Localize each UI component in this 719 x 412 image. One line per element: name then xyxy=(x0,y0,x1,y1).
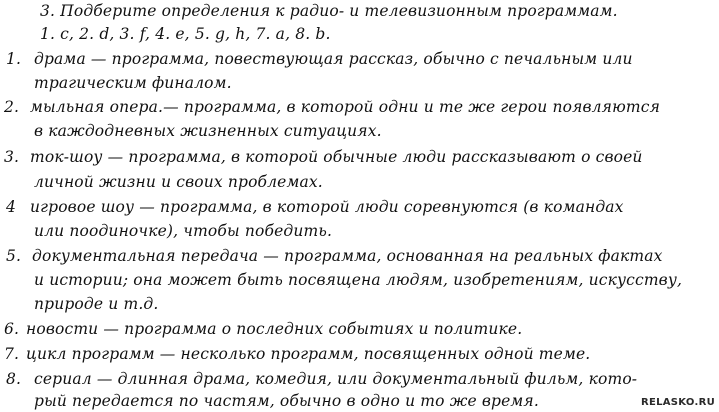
item-number: 1. xyxy=(6,50,22,68)
item-number: 4 xyxy=(6,198,17,216)
item-number: 7. xyxy=(4,345,20,363)
list-item-2-continuation: в каждодневных жизненных ситуациях. xyxy=(34,122,382,140)
list-item-5 xyxy=(6,245,663,267)
list-item-5-continuation-2: природе и т.д. xyxy=(34,295,159,313)
item-text: документальная передача — программа, основанная на реальных фактах xyxy=(32,247,663,265)
list-item-4 xyxy=(6,196,624,218)
list-item-2 xyxy=(4,96,660,118)
watermark: RELASKO.RU xyxy=(640,397,715,408)
item-text: сериал — длинная драма, комедия, или документальный фильм, кото- xyxy=(34,370,638,388)
list-item-1 xyxy=(6,48,633,70)
item-text: драма — программа, повествующая рассказ, обычно с печальным или xyxy=(34,50,633,68)
task-title: 3. Подберите определения к радио- и телевизионным программам. xyxy=(40,2,618,20)
list-item-3 xyxy=(4,146,643,168)
list-item-1-continuation: трагическим финалом. xyxy=(34,74,232,92)
item-number: 8. xyxy=(6,370,22,388)
item-text: цикл программ — несколько программ, посвященных одной теме. xyxy=(26,345,591,363)
item-number: 2. xyxy=(4,98,20,116)
item-number: 5. xyxy=(6,247,22,265)
list-item-4-continuation: или поодиночке), чтобы победить. xyxy=(34,222,333,240)
list-item-6 xyxy=(4,318,522,340)
list-item-7 xyxy=(4,343,590,365)
item-text: игровое шоу — программа, в которой люди соревнуются (в командах xyxy=(30,198,624,216)
item-text: мыльная опера.— программа, в которой одни и те же герои появляются xyxy=(30,98,660,116)
item-text: ток-шоу — программа, в которой обычные люди рассказывают о своей xyxy=(30,148,643,166)
list-item-8 xyxy=(6,368,637,390)
list-item-3-continuation: личной жизни и своих проблемах. xyxy=(34,173,323,191)
answer-key: 1. c, 2. d, 3. f, 4. e, 5. g, h, 7. a, 8. b. xyxy=(40,25,331,43)
item-text: новости — программа о последних событиях и политике. xyxy=(26,320,523,338)
item-number: 6. xyxy=(4,320,20,338)
list-item-8-continuation: рый передается по частям, обычно в одно и то же время. xyxy=(34,392,539,410)
list-item-5-continuation: и истории; она может быть посвящена людям, изобретениям, искусству, xyxy=(34,271,683,289)
item-number: 3. xyxy=(4,148,20,166)
